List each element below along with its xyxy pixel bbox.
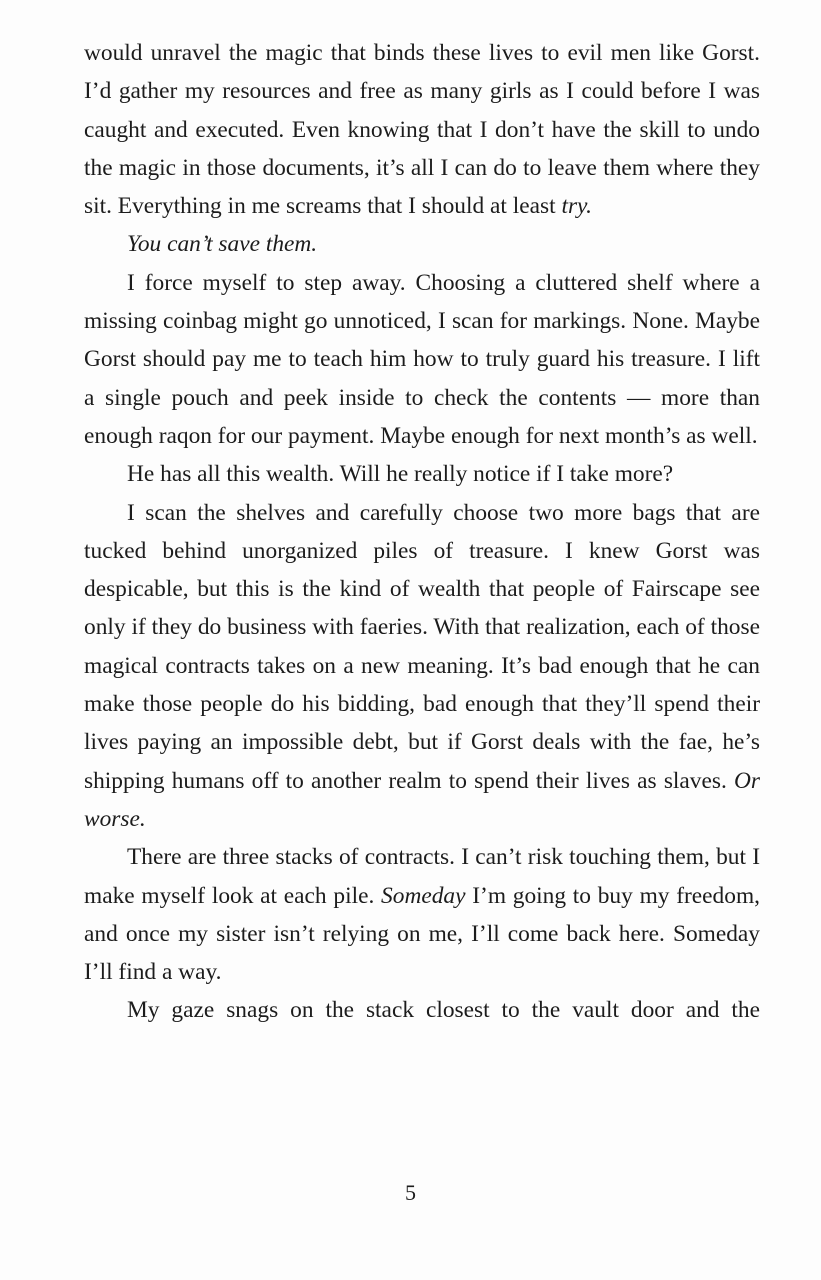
body-text bbox=[84, 34, 760, 1030]
page-number: 5 bbox=[405, 1180, 416, 1205]
paragraph-2 bbox=[84, 225, 760, 263]
emphasis-someday: Someday bbox=[381, 882, 466, 909]
paragraph-7: My gaze snags on the stack closest to the vault door and the bbox=[127, 997, 760, 1024]
emphasis-or-worse: Or worse. bbox=[84, 767, 760, 832]
paragraph-5: I scan the shelves and carefully choose two more bags that are tucked behind unorganized piles of treasure. I knew Gorst was despicable, but this is the kind of wealth that people of Fairscape see only if they do business with faeries. With that realization, each of those magical contracts takes on a new meaning. It’s bad enough that he can make those people do his bidding, bad enough that they’ll spend their lives paying an impossible debt, but if Gorst deals with the fae, he’s shipping humans off to another realm to spend their lives as slaves. Or worse. bbox=[84, 499, 760, 832]
emphasis-try: try. bbox=[561, 193, 592, 220]
italic-thought: You can’t save them. bbox=[127, 231, 318, 258]
paragraph-4: He has all this wealth. Will he really notice if I take more? bbox=[127, 461, 674, 488]
paragraph-3: I force myself to step away. Choosing a cluttered shelf where a missing coinbag might go unnoticed, I scan for markings. None. Maybe Gorst should pay me to teach him how to truly guard his treasure. I lift a single pouch and peek inside to check the contents — more than enough raqon for our payment. Maybe enough for next month’s as well. bbox=[84, 269, 760, 449]
paragraph-1: would unravel the magic that binds these lives to evil men like Gorst. I’d gather my resources and free as many girls as I could before I was caught and executed. Even knowing that I don’t have the skill to undo the magic in those documents, it’s all I can do to leave them where they sit. Everything in me screams that I should at least try. bbox=[84, 40, 760, 220]
paragraph-6: There are three stacks of contracts. I can’t risk touching them, but I make myself look at each pile. Someday I’m going to buy my freedom, and once my sister isn’t relying on me, I’ll come back here. Someday I’ll find a way. bbox=[84, 844, 760, 986]
